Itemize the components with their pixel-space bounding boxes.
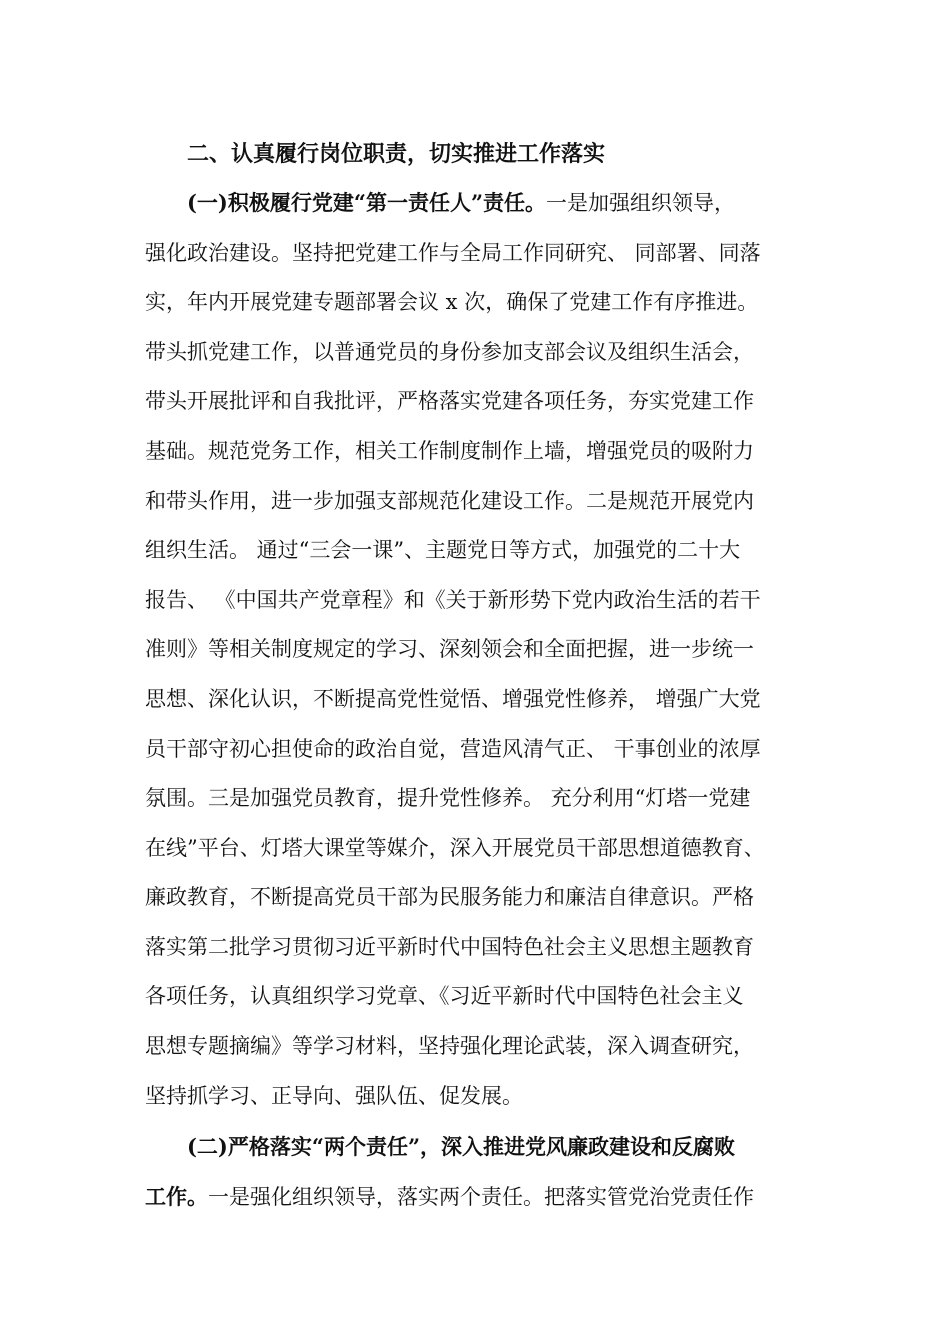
paragraph-line: 廉政教育，不断提高党员干部为民服务能力和廉洁自律意识。严格 (145, 885, 754, 909)
section-heading: 二、认真履行岗位职责，切实推进工作落实 (187, 141, 606, 167)
paragraph-line: 员干部守初心担使命的政治自觉，营造风清气正、 干事创业的浓厚 (145, 737, 761, 761)
paragraph-line: 带头抓党建工作，以普通党员的身份参加支部会议及组织生活会， (145, 340, 754, 364)
paragraph-line: 基础。规范党务工作，相关工作制度制作上墙，增强党员的吸附力 (145, 439, 754, 463)
paragraph-line: 各项任务，认真组织学习党章、《习近平新时代中国特色社会主义 (145, 984, 744, 1008)
paragraph-lead: (一)积极履行党建“第一责任人”责任。 (187, 190, 547, 215)
paragraph-text: 一是强化组织领导，落实两个责任。把落实管党治党责任作 (208, 1185, 754, 1209)
paragraph-line: 坚持抓学习、正导向、强队伍、促发展。 (145, 1084, 523, 1108)
paragraph-lead: 工作。 (145, 1184, 208, 1209)
paragraph-line: 思想、深化认识，不断提高党性觉悟、增强党性修养， 增强广大党 (145, 687, 761, 711)
paragraph-line: 报告、 《中国共产党章程》和《关于新形势下党内政治生活的若干 (145, 588, 761, 612)
paragraph-line: 组织生活。 通过“三会一课”、主题党日等方式，加强党的二十大 (145, 538, 741, 562)
paragraph-line: 落实第二批学习贯彻习近平新时代中国特色社会主义思想主题教育 (145, 935, 754, 959)
paragraph-line (145, 1180, 754, 1214)
paragraph-line: 强化政治建设。坚持把党建工作与全局工作同研究、 同部署、同落 (145, 241, 761, 265)
paragraph-line: 和带头作用，进一步加强支部规范化建设工作。二是规范开展党内 (145, 489, 754, 513)
paragraph-line: 准则》等相关制度规定的学习、深刻领会和全面把握，进一步统一 (145, 637, 754, 661)
paragraph-line: 思想专题摘编》等学习材料，坚持强化理论武装，深入调查研究， (145, 1034, 754, 1058)
paragraph-line: 在线”平台、灯塔大课堂等媒介，深入开展党员干部思想道德教育、 (145, 836, 765, 860)
paragraph-lead: (二)严格落实“两个责任”，深入推进党风廉政建设和反腐败 (187, 1134, 736, 1159)
paragraph-line: 氛围。三是加强党员教育，提升党性修养。 充分利用“灯塔一党建 (145, 786, 751, 810)
paragraph-line: 带头开展批评和自我批评，严格落实党建各项任务，夯实党建工作 (145, 389, 754, 413)
paragraph-line: 实，年内开展党建专题部署会议 x 次，确保了党建工作有序推进。 (145, 290, 759, 314)
paragraph-text: 一是加强组织领导， (546, 191, 736, 215)
paragraph-line (187, 186, 735, 220)
